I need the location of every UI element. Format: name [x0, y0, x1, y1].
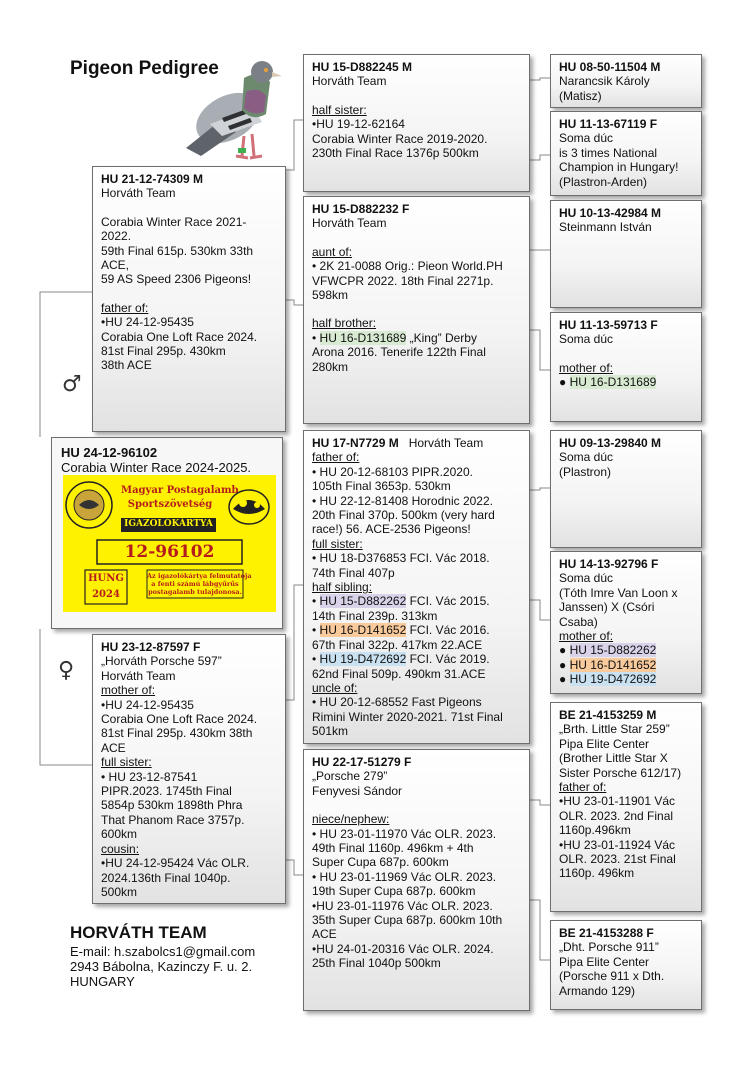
ds-text: Rimini Winter 2020-2021. 71st Final — [312, 709, 503, 724]
sd-text: Arona 2016. Tenerife 122th Final — [312, 345, 486, 360]
dsd-text: Soma dúc — [559, 571, 614, 586]
sire-owner: Horváth Team — [101, 186, 176, 201]
ds-text: • HU 22-12-81408 Horodnic 2022. — [312, 493, 493, 508]
ds-text: FCI. Vác 2019. — [406, 652, 490, 667]
dds-text: •HU 23-01-11901 Vác — [559, 794, 676, 809]
sdd-child: ● HU 16-D131689 — [559, 375, 657, 390]
sss-text: (Matisz) — [559, 88, 602, 103]
dam-text: 5854p 530km 1898th Phra — [101, 798, 243, 813]
sire-dam-box — [303, 196, 530, 424]
sss-box — [550, 54, 702, 108]
dd-text: Super Cupa 687p. 600km — [312, 855, 449, 870]
dam-sire-box — [303, 430, 530, 744]
ring-card — [63, 475, 276, 612]
ds-text: 67th Final 322p. 417km 22.ACE — [312, 637, 483, 652]
sd-text: VFWCPR 2022. 18th Final 2271p. — [312, 273, 494, 288]
spacer — [312, 302, 521, 316]
ddd-text: Armando 129) — [559, 983, 636, 998]
dsd-ring: HU 14-13-92796 F — [559, 557, 659, 571]
dds-text: Sister Porsche 612/17) — [559, 765, 682, 780]
dss-box — [550, 430, 702, 548]
dds-text: father of: — [559, 780, 607, 795]
sss-text: Narancsik Károly — [559, 74, 650, 89]
ds-header — [312, 436, 521, 450]
dsd-child1-ring: HU 15-D882262 — [569, 643, 657, 658]
dd-text: „Porsche 279” — [312, 769, 388, 784]
dam-text: 81st Final 295p. 430km 38th — [101, 726, 253, 741]
card-note-line3: postagalamb tulajdonosa. — [148, 588, 242, 596]
sss-ring: HU 08-50-11504 M — [559, 60, 661, 74]
sire-text: 81st Final 295p. 430km — [101, 344, 226, 359]
ds-text: 501km — [312, 724, 349, 739]
dd-text: 35th Super Cupa 687p. 600km 10th — [312, 913, 503, 928]
sdd-child-ring: HU 16-D131689 — [569, 375, 657, 390]
card-country: HUNG — [88, 573, 124, 584]
dsd-child-3: ● HU 19-D472692 — [559, 672, 657, 687]
ssd-text: is 3 times National — [559, 145, 658, 160]
dss-text: Soma dúc — [559, 450, 614, 465]
sire-text: Corabia Winter Race 2021- — [101, 214, 247, 229]
ds-text: 74th Final 407p — [312, 565, 395, 580]
ss-text: 230th Final Race 1376p 500km — [312, 146, 479, 161]
ds-text: uncle of: — [312, 680, 358, 695]
footer-address: 2943 Bábolna, Kazinczy F. u. 2. — [70, 959, 253, 974]
card-number: 12-96102 — [124, 542, 215, 562]
dds-text: OLR. 2023. 2nd Final — [559, 808, 674, 823]
card-note-line1: Az igazolókártya felmutatója — [147, 572, 252, 580]
ds-sibling-3: • HU 19-D472692 FCI. Vác 2019. — [312, 652, 490, 667]
ddd-text: (Porsche 911 x Dth. — [559, 969, 665, 984]
ds-text: 105th Final 3653p. 530km — [312, 479, 451, 494]
sd-text: Horváth Team — [312, 216, 387, 231]
dss-text: (Plastron) — [559, 464, 612, 479]
subject-ring: HU 24-12-96102 — [61, 445, 158, 460]
dam-text: 500km — [101, 884, 138, 899]
dds-text: „Brth. Little Star 259” — [559, 722, 670, 737]
sire-sire-box — [303, 54, 530, 192]
card-banner: IGAZOLÓKÁRTYA — [124, 519, 213, 529]
footer-team: HORVÁTH TEAM — [70, 923, 207, 942]
dd-ring: HU 22-17-51279 F — [312, 755, 412, 769]
sire-ring: HU 21-12-74309 M — [101, 172, 204, 186]
ss-text: half sister: — [312, 102, 367, 117]
ds-sib2-ring: HU 16-D141652 — [319, 623, 407, 638]
dam-text: 600km — [101, 827, 138, 842]
sd-hb-ring: HU 16-D131689 — [319, 330, 407, 345]
dam-text: ACE — [101, 740, 126, 755]
ds-text: race!) 56. ACE-2536 Pigeons! — [312, 522, 471, 537]
dd-text: •HU 24-01-20316 Vác OLR. 2024. — [312, 941, 494, 956]
sire-text: •HU 24-12-95435 — [101, 315, 194, 330]
dd-text: • HU 23-01-11969 Vác OLR. 2023. — [312, 869, 497, 884]
ds-text: FCI. Vác 2015. — [406, 594, 490, 609]
sdd-box — [550, 312, 702, 422]
sd-ring: HU 15-D882232 F — [312, 202, 410, 216]
ds-text: • HU 18-D376853 FCI. Vác 2018. — [312, 551, 490, 566]
sd-text: • 2K 21-0088 Orig.: Pieon World.PH — [312, 259, 503, 274]
sire-text: 2022. — [101, 229, 132, 244]
ds-text: 14th Final 239p. 313km — [312, 608, 438, 623]
sire-text: 59th Final 615p. 530km 33th — [101, 243, 254, 258]
ssd-box — [550, 111, 702, 196]
footer-country: HUNGARY — [70, 974, 135, 989]
footer-email: E-mail: h.szabolcs1@gmail.com — [70, 944, 256, 959]
dsd-child-1: ● HU 15-D882262 — [559, 643, 657, 658]
dsd-child-2: ● HU 16-D141652 — [559, 657, 657, 672]
sire-box — [92, 166, 286, 432]
ddd-text: „Dht. Porsche 911” — [559, 940, 659, 955]
ssd-text: Soma dúc — [559, 131, 614, 146]
ds-text: 20th Final 370p. 500km (very hard — [312, 508, 495, 523]
ddd-text: Pipa Elite Center — [559, 954, 650, 969]
spacer — [559, 347, 693, 361]
spacer — [312, 89, 521, 103]
dds-text: •HU 23-01-11924 Vác — [559, 837, 676, 852]
sds-text: Steinmann István — [559, 220, 652, 235]
pigeon-illustration — [166, 52, 286, 167]
ds-team: Horváth Team — [408, 436, 484, 450]
ds-text: 62nd Final 509p. 490km 31.ACE — [312, 666, 486, 681]
sd-text: „King” Derby — [406, 330, 477, 345]
sd-text: half brother: — [312, 316, 377, 331]
dsd-child2-ring: HU 16-D141652 — [569, 657, 657, 672]
dam-text: PIPR.2023. 1745th Final — [101, 784, 232, 799]
page-title: Pigeon Pedigree — [70, 58, 219, 79]
sds-box — [550, 200, 702, 308]
sdd-ring: HU 11-13-59713 F — [559, 318, 658, 332]
dds-ring: BE 21-4153259 M — [559, 708, 657, 722]
sire-text: 38th ACE — [101, 358, 152, 373]
dd-text: 49th Final 1160p. 496km + 4th — [312, 841, 474, 856]
dam-text: Corabia One Loft Race 2024. — [101, 712, 258, 727]
dds-text: 1160p.496km — [559, 823, 631, 838]
dds-text: (Brother Little Star X — [559, 751, 668, 766]
ss-text: •HU 19-12-62164 — [312, 117, 405, 132]
ssd-ring: HU 11-13-67119 F — [559, 117, 658, 131]
ds-text: half sibling: — [312, 580, 373, 595]
ssd-text: (Plastron-Arden) — [559, 174, 648, 189]
card-year: 2024 — [92, 589, 120, 600]
dam-text: 2024.136th Final 1040p. — [101, 870, 231, 885]
ds-text: FCI. Vác 2016. — [406, 623, 490, 638]
sire-text: Corabia One Loft Race 2024. — [101, 329, 258, 344]
dam-box — [92, 634, 286, 904]
dd-text: • HU 23-01-11970 Vác OLR. 2023. — [312, 826, 497, 841]
dd-text: 19th Super Cupa 687p. 600km — [312, 884, 476, 899]
ds-text: full sister: — [312, 536, 363, 551]
ds-text: father of: — [312, 450, 360, 465]
dsd-box — [550, 551, 702, 694]
dss-ring: HU 09-13-29840 M — [559, 436, 662, 450]
dam-text: Horváth Team — [101, 668, 176, 683]
dam-text: full sister: — [101, 755, 152, 770]
dam-text: „Horváth Porsche 597” — [101, 654, 222, 669]
ds-sib1-ring: HU 15-D882262 — [319, 594, 407, 609]
dds-text: Pipa Elite Center — [559, 736, 650, 751]
sds-ring: HU 10-13-42984 M — [559, 206, 662, 220]
sire-text: 59 AS Speed 2306 Pigeons! — [101, 272, 252, 287]
card-note-line2: a fenti számú lábgyűrűs — [151, 580, 239, 588]
ss-ring: HU 15-D882245 M — [312, 60, 413, 74]
female-symbol: ♀ — [58, 658, 75, 683]
dam-text: •HU 24-12-95435 — [101, 697, 194, 712]
ssd-text: Champion in Hungary! — [559, 160, 679, 175]
dam-text: •HU 24-12-95424 Vác OLR. — [101, 856, 250, 871]
dds-text: 1160p. 496km — [559, 866, 635, 881]
ds-sibling-2: • HU 16-D141652 FCI. Vác 2016. — [312, 623, 490, 638]
dd-text: Fenyvesi Sándor — [312, 783, 403, 798]
sd-half-brother: • HU 16-D131689 „King” Derby — [312, 330, 477, 345]
ds-sib3-ring: HU 19-D472692 — [319, 652, 407, 667]
spacer — [312, 798, 521, 812]
sd-text: aunt of: — [312, 244, 353, 259]
dds-text: OLR. 2023. 21st Final — [559, 852, 676, 867]
spacer — [312, 231, 521, 245]
sd-text: 280km — [312, 359, 349, 374]
contact-footer — [70, 922, 255, 989]
dam-text: cousin: — [101, 841, 140, 856]
ss-text: Horváth Team — [312, 74, 387, 89]
dam-dam-box — [303, 749, 530, 1011]
dam-ring: HU 23-12-87597 F — [101, 640, 201, 654]
dsd-text: (Tóth Imre Van Loon x — [559, 585, 678, 600]
dam-text: That Phanom Race 3757p. — [101, 812, 245, 827]
card-org-line2: Sportszövetség — [127, 499, 213, 510]
subject-race: Corabia Winter Race 2024-2025. — [61, 460, 252, 475]
dsd-text: Janssen) X (Csóri — [559, 600, 655, 615]
ss-text: Corabia Winter Race 2019-2020. — [312, 131, 488, 146]
dsd-text: mother of: — [559, 629, 614, 644]
sire-text: father of: — [101, 300, 149, 315]
dd-text: niece/nephew: — [312, 812, 390, 827]
dd-text: ACE — [312, 927, 337, 942]
ds-sibling-1: • HU 15-D882262 FCI. Vác 2015. — [312, 594, 490, 609]
dds-box — [550, 702, 702, 912]
sdd-text: mother of: — [559, 360, 614, 375]
spacer — [101, 201, 277, 215]
sd-text: 598km — [312, 288, 349, 303]
ds-ring: HU 17-N7729 M — [312, 436, 399, 450]
ddd-ring: BE 21-4153288 F — [559, 926, 654, 940]
dd-text: 25th Final 1040p 500km — [312, 956, 441, 971]
dam-text: mother of: — [101, 683, 156, 698]
male-symbol: ♂ — [62, 372, 82, 397]
dsd-text: Csaba) — [559, 614, 598, 629]
sdd-text: Soma dúc — [559, 332, 614, 347]
ds-text: • HU 20-12-68552 Fast Pigeons — [312, 695, 482, 710]
spacer — [101, 287, 277, 301]
ds-text: • HU 20-12-68103 PIPR.2020. — [312, 464, 473, 479]
dsd-child3-ring: HU 19-D472692 — [569, 672, 657, 687]
dd-text: •HU 23-01-11976 Vác OLR. 2023. — [312, 898, 493, 913]
card-org-line1: Magyar Postagalamb — [121, 485, 239, 496]
dam-text: • HU 23-12-87541 — [101, 769, 198, 784]
ddd-box — [550, 920, 702, 1010]
sire-text: ACE, — [101, 258, 130, 273]
